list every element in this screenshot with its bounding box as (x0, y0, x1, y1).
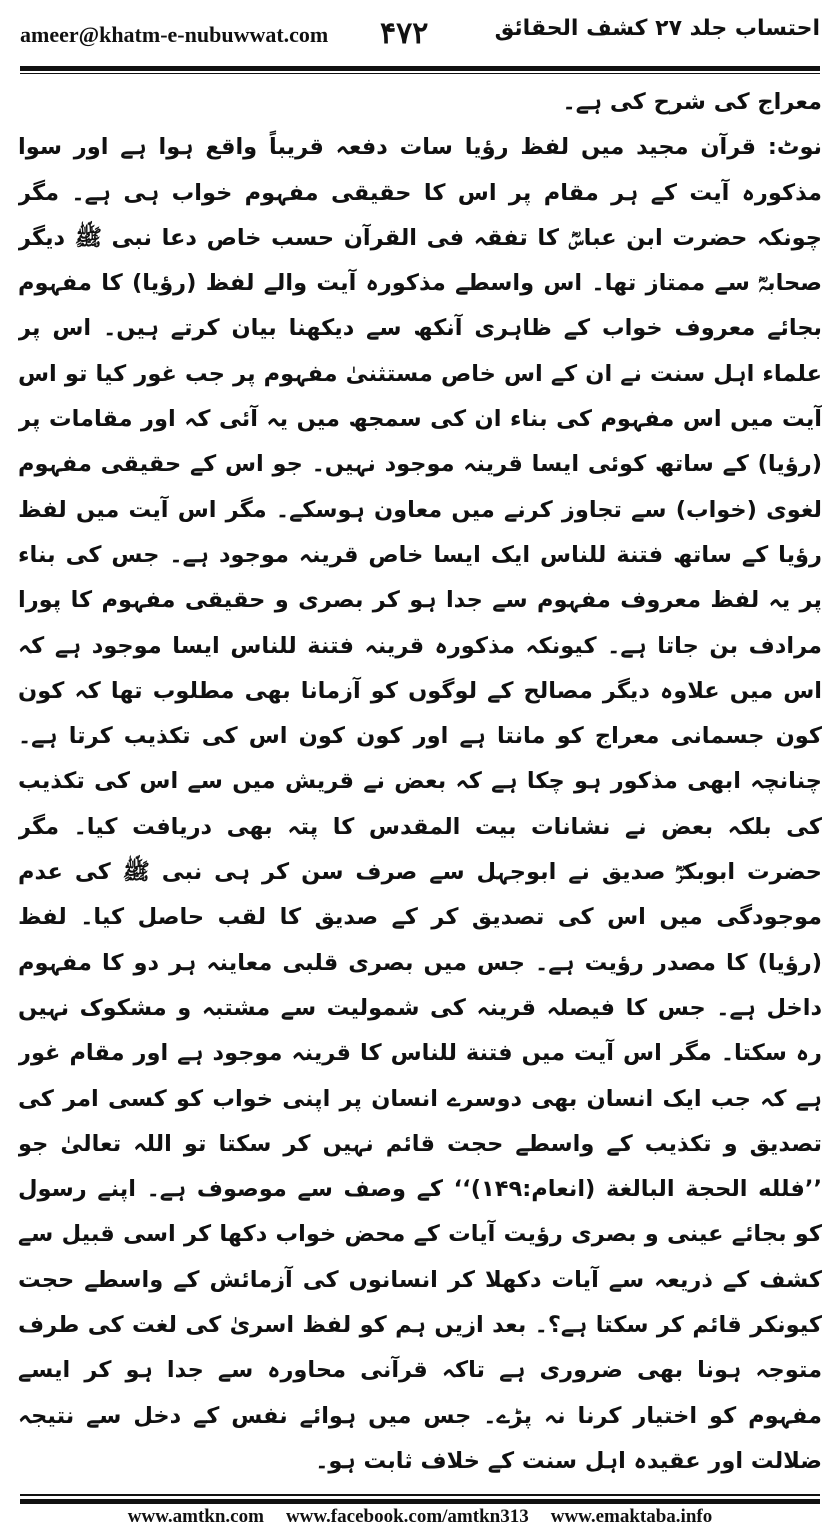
header-rule-thin (20, 73, 820, 74)
footer-link-amtkn[interactable]: www.amtkn.com (127, 1506, 264, 1527)
page-number: ۴۷۲ (380, 16, 429, 51)
paragraph: نوٹ: قرآن مجید میں لفظ رؤیا سات دفعہ قریباً واقع ہوا ہے اور سوا مذکورہ آیت کے ہر مقام پر اس کا حقیقی مفہوم خواب ہی ہے۔ مگر چونکہ حضرت ابن عباسؓ کا تفقہ فی القرآن حسب خاص دعا نبی ﷺ دیگر صحابہؓ سے ممتاز تھا۔ اس واسطے مذکورہ آیت والے لفظ (رؤیا) کا مفہوم بجائے معروف خواب کے ظاہری آنکھ سے دیکھنا بیان کرتے ہیں۔ اس پر علماء اہل سنت نے ان کے اس خاص مستثنیٰ مفہوم پر جب غور کیا تو اس آیت میں اس مفہوم کی بناء ان کی سمجھ میں یہ آئی کہ اور مقامات پر (رؤیا) کے ساتھ کوئی ایسا قرینہ موجود نہیں۔ جو اس کے حقیقی مفہوم لغوی (خواب) سے تجاوز کرنے میں معاون ہوسکے۔ مگر اس آیت میں لفظ رؤیا کے ساتھ فتنة للناس ایک ایسا خاص قرینہ موجود ہے۔ جس کی بناء پر یہ لفظ معروف مفہوم سے جدا ہو کر بصری و حقیقی مفہوم کا پورا مرادف بن جاتا ہے۔ کیونکہ مذکورہ قرینہ فتنة للناس ایسا موجود ہے کہ اس میں علاوہ دیگر مصالح کے لوگوں کو آزمانا بھی مطلوب تھا کہ کون کون جسمانی معراج کو مانتا ہے اور کون کون اس کی تکذیب کرتا ہے۔ چنانچہ ابھی مذکور ہو چکا ہے کہ بعض نے قریش میں سے اس کی تکذیب کی بلکہ بعض نے نشانات بیت المقدس کا پتہ بھی دریافت کیا۔ مگر حضرت ابوبکرؓ صدیق نے ابوجہل سے صرف سن کر ہی نبی ﷺ کی عدم موجودگی میں اس کی تصدیق کر کے صدیق کا لقب حاصل کیا۔ لفظ (رؤیا) کا مصدر رؤیت ہے۔ جس میں بصری قلبی معاینہ ہر دو کا مفہوم داخل ہے۔ جس کا فیصلہ قرینہ کی شمولیت سے مشتبہ و مشکوک نہیں رہ سکتا۔ مگر اس آیت میں فتنة للناس کا قرینہ موجود ہے اور مقام غور ہے کہ جب ایک انسان بھی دوسرے انسان پر اپنی خواب کو کسی امر کی تصدیق و تکذیب کے واسطے حجت قائم نہیں کر سکتا تو اللہ تعالیٰ جو ’’فلله الحجة البالغة (انعام:۱۴۹)‘‘ کے وصف سے موصوف ہے۔ اپنے رسول کو بجائے عینی و بصری رؤیت آیات کے محض خواب دکھا کر اسی قبیل سے کشف کے ذریعہ سے آیات دکھلا کر انسانوں کی آزمائش کے واسطے حجت کیونکر قائم کر سکتا ہے؟۔ بعد ازیں ہم کو لفظ اسریٰ کی لغت کی طرف متوجہ ہونا بھی ضروری ہے تاکہ قرآنی محاورہ سے جدا ہو کر ایسے مفہوم کو اختیار کرنا نہ پڑے۔ جس میں ہوائے نفس کے دخل سے نتیجہ ضلالت اور عقیدہ اہل سنت کے خلاف ثابت ہو۔ (18, 134, 822, 1474)
book-title: احتساب جلد ۲۷ کشف الحقائق (494, 16, 820, 41)
header-email: ameer@khatm-e-nubuwwat.com (20, 22, 329, 47)
footer-link-emaktaba[interactable]: www.emaktaba.info (550, 1506, 713, 1527)
header-rule (20, 66, 820, 71)
page-footer (0, 1506, 840, 1536)
footer-link-facebook[interactable]: www.facebook.com/amtkn313 (285, 1506, 529, 1527)
paragraph: معراج کی شرح کی ہے۔ (562, 89, 822, 115)
page-header (0, 0, 840, 62)
footer-rule (20, 1499, 820, 1504)
footer-rule-thin (20, 1494, 820, 1496)
page-body (18, 80, 822, 1480)
